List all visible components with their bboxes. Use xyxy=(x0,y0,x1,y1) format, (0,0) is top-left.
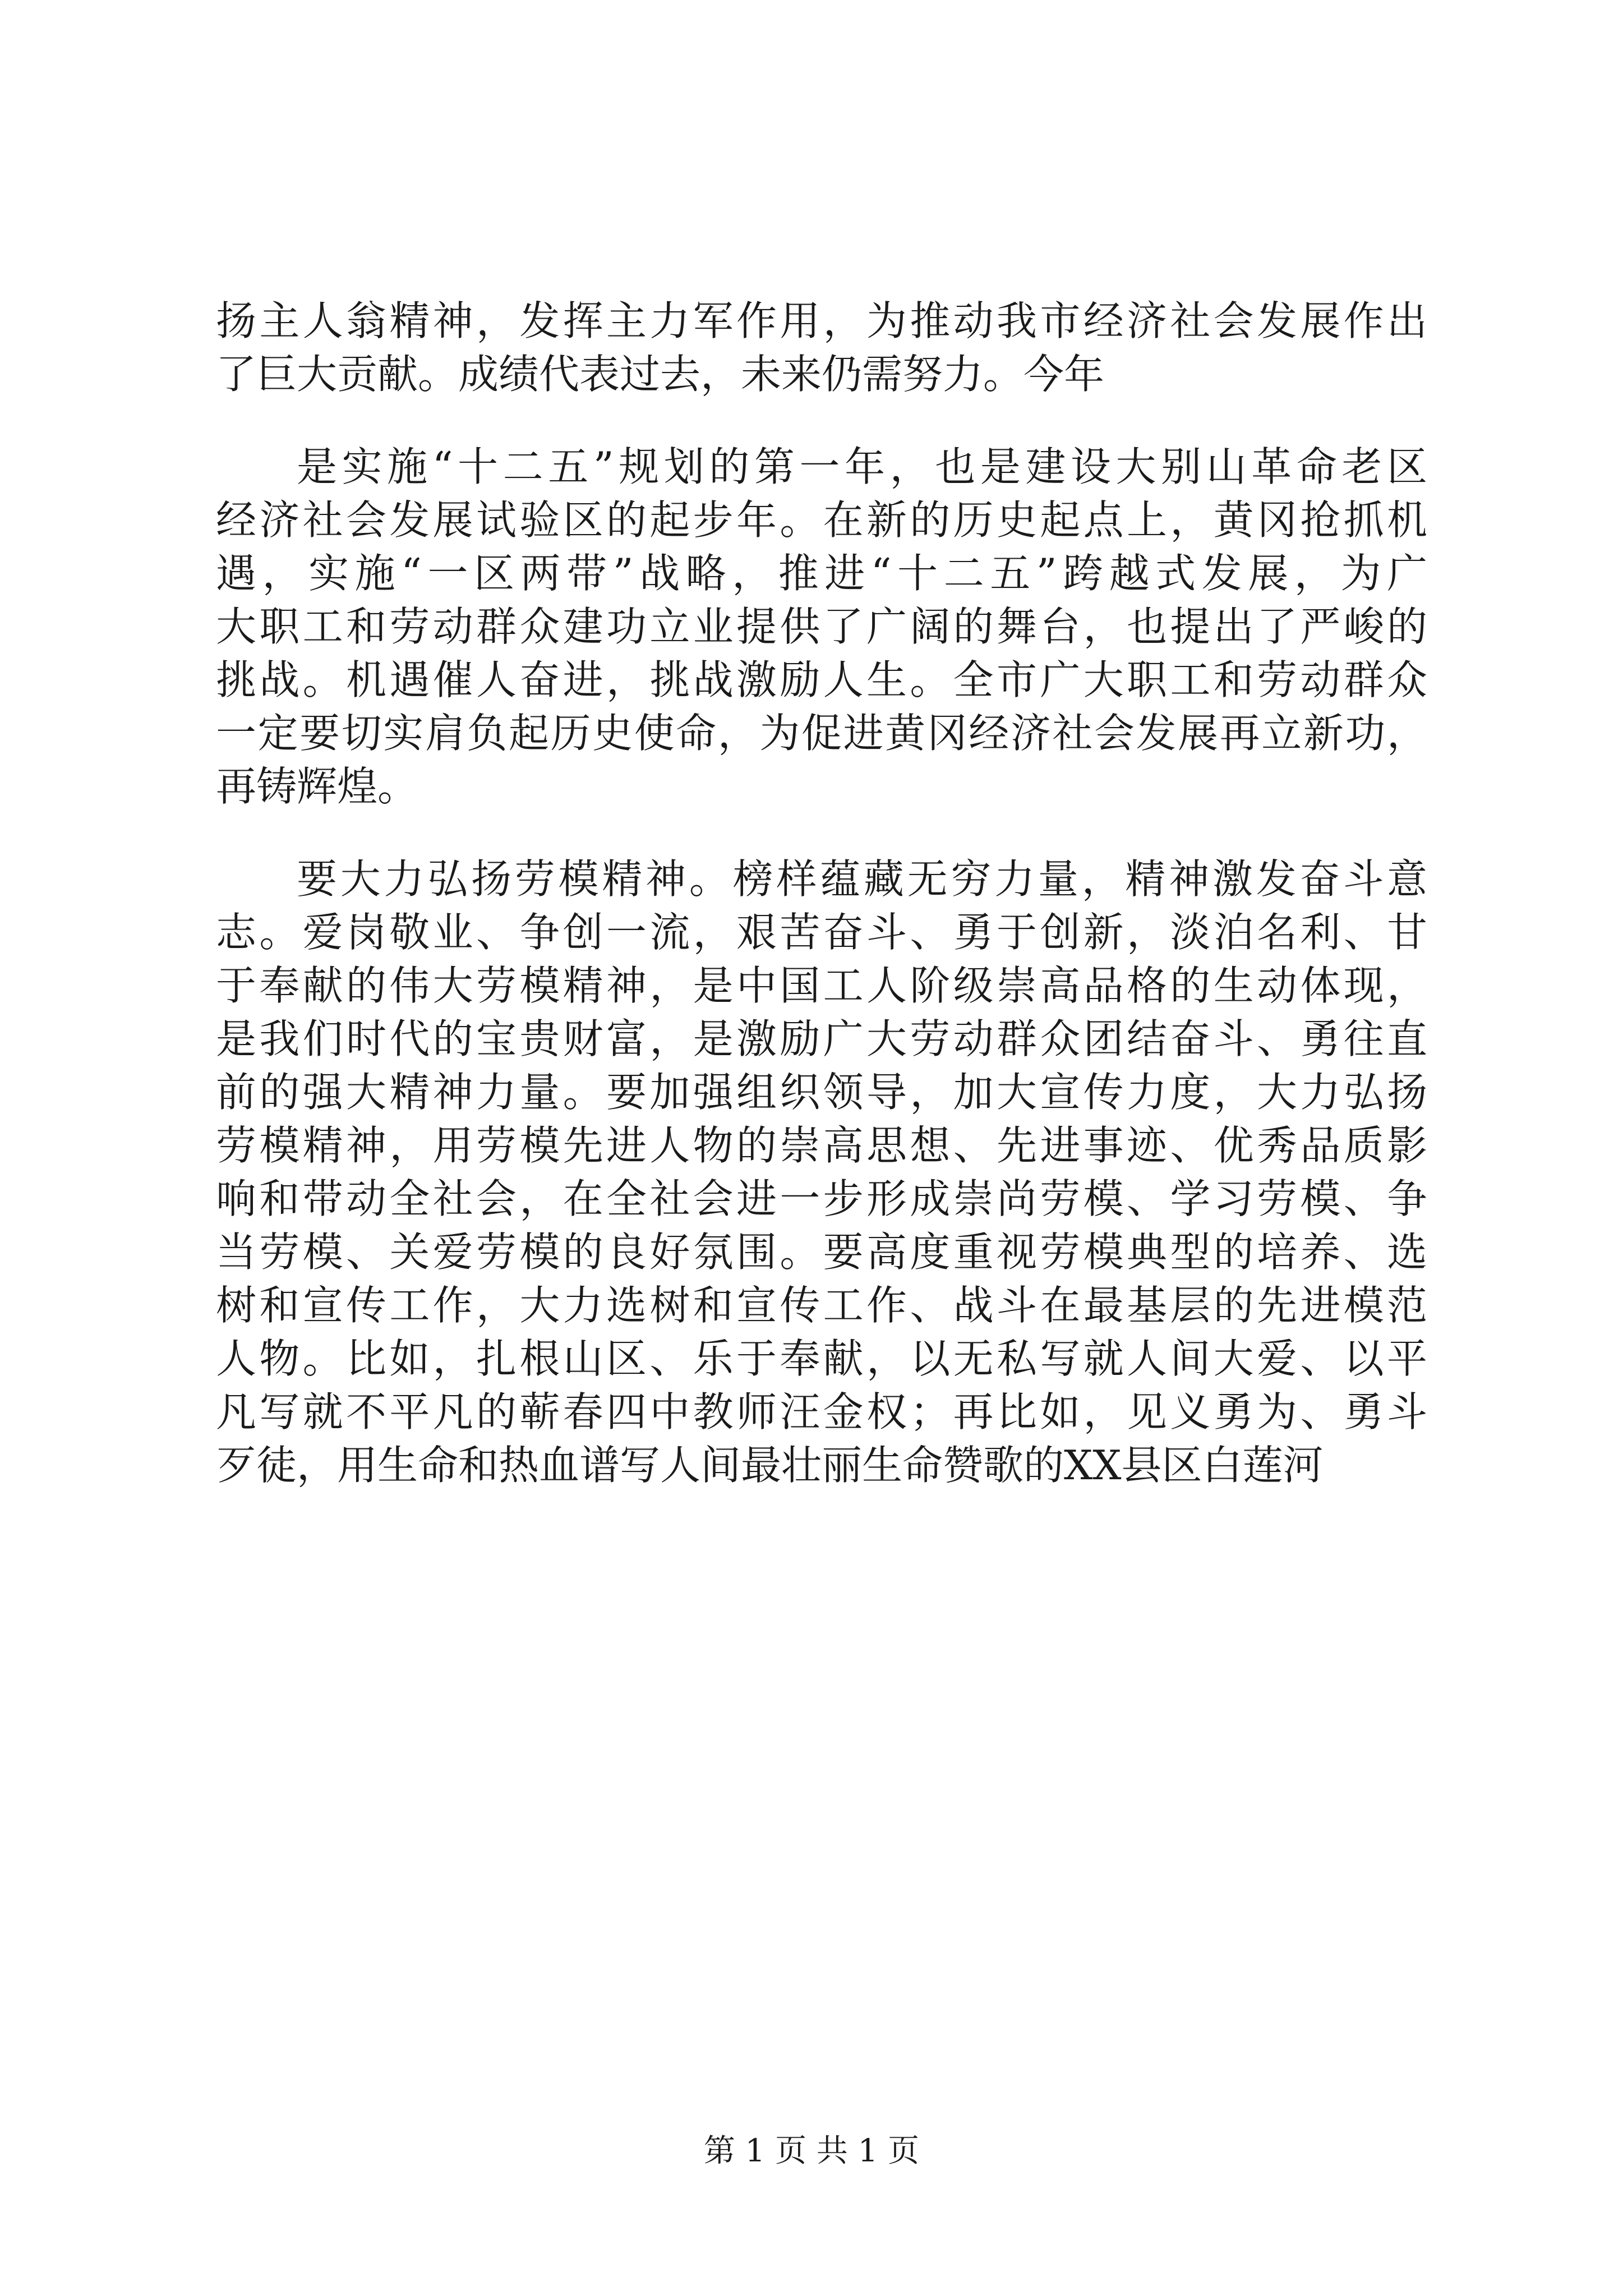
paragraph-gap xyxy=(216,401,1427,440)
paragraph-gap xyxy=(216,813,1427,853)
text-line: 要大力弘扬劳模精神。榜样蕴藏无穷力量，精神激发奋斗意 xyxy=(297,855,1427,903)
paragraph xyxy=(216,440,1427,813)
text-line: 挑战。机遇催人奋进，挑战激励人生。全市广大职工和劳动群众 xyxy=(216,656,1427,703)
text-line: 人物。比如，扎根山区、乐于奉献，以无私写就人间大爱、以平 xyxy=(216,1335,1427,1382)
text-line: 劳模精神，用劳模先进人物的崇高思想、先进事迹、优秀品质影 xyxy=(216,1122,1427,1169)
text-line: 凡写就不平凡的蕲春四中教师汪金权；再比如，见义勇为、勇斗 xyxy=(216,1388,1427,1435)
text-line: 当劳模、关爱劳模的良好氛围。要高度重视劳模典型的培养、选 xyxy=(216,1228,1427,1276)
text-line: 歹徒，用生命和热血谱写人间最壮丽生命赞歌的XX县区白莲河 xyxy=(216,1442,1324,1489)
text-line: 是我们时代的宝贵财富，是激励广大劳动群众团结奋斗、勇往直 xyxy=(216,1015,1427,1062)
text-line: 响和带动全社会，在全社会进一步形成崇尚劳模、学习劳模、争 xyxy=(216,1175,1427,1222)
text-line: 树和宣传工作，大力选树和宣传工作、战斗在最基层的先进模范 xyxy=(216,1282,1427,1329)
text-line: 遇，实施“一区两带”战略，推进“十二五”跨越式发展，为广 xyxy=(216,550,1427,597)
paragraph xyxy=(216,853,1427,1492)
text-line: 大职工和劳动群众建功立业提供了广阔的舞台，也提出了严峻的 xyxy=(216,603,1427,650)
text-line: 经济社会发展试验区的起步年。在新的历史起点上，黄冈抢抓机 xyxy=(216,496,1427,544)
text-line: 是实施“十二五”规划的第一年，也是建设大别山革命老区 xyxy=(297,443,1427,490)
text-line: 前的强大精神力量。要加强组织领导，加大宣传力度，大力弘扬 xyxy=(216,1069,1427,1116)
text-line: 扬主人翁精神，发挥主力军作用，为推动我市经济社会发展作出 xyxy=(216,297,1427,344)
text-line: 了巨大贡献。成绩代表过去，未来仍需努力。今年 xyxy=(216,351,1105,398)
text-line: 一定要切实肩负起历史使命，为促进黄冈经济社会发展再立新功， xyxy=(216,710,1427,757)
text-line: 于奉献的伟大劳模精神，是中国工人阶级崇高品格的生动体现， xyxy=(216,962,1427,1009)
page-footer: 第 1 页 共 1 页 xyxy=(703,2133,920,2169)
text-line: 志。爱岗敬业、争创一流，艰苦奋斗、勇于创新，淡泊名利、甘 xyxy=(216,909,1427,956)
paragraph xyxy=(216,295,1427,401)
text-line: 再铸辉煌。 xyxy=(216,763,418,810)
document-body xyxy=(216,295,1427,1492)
